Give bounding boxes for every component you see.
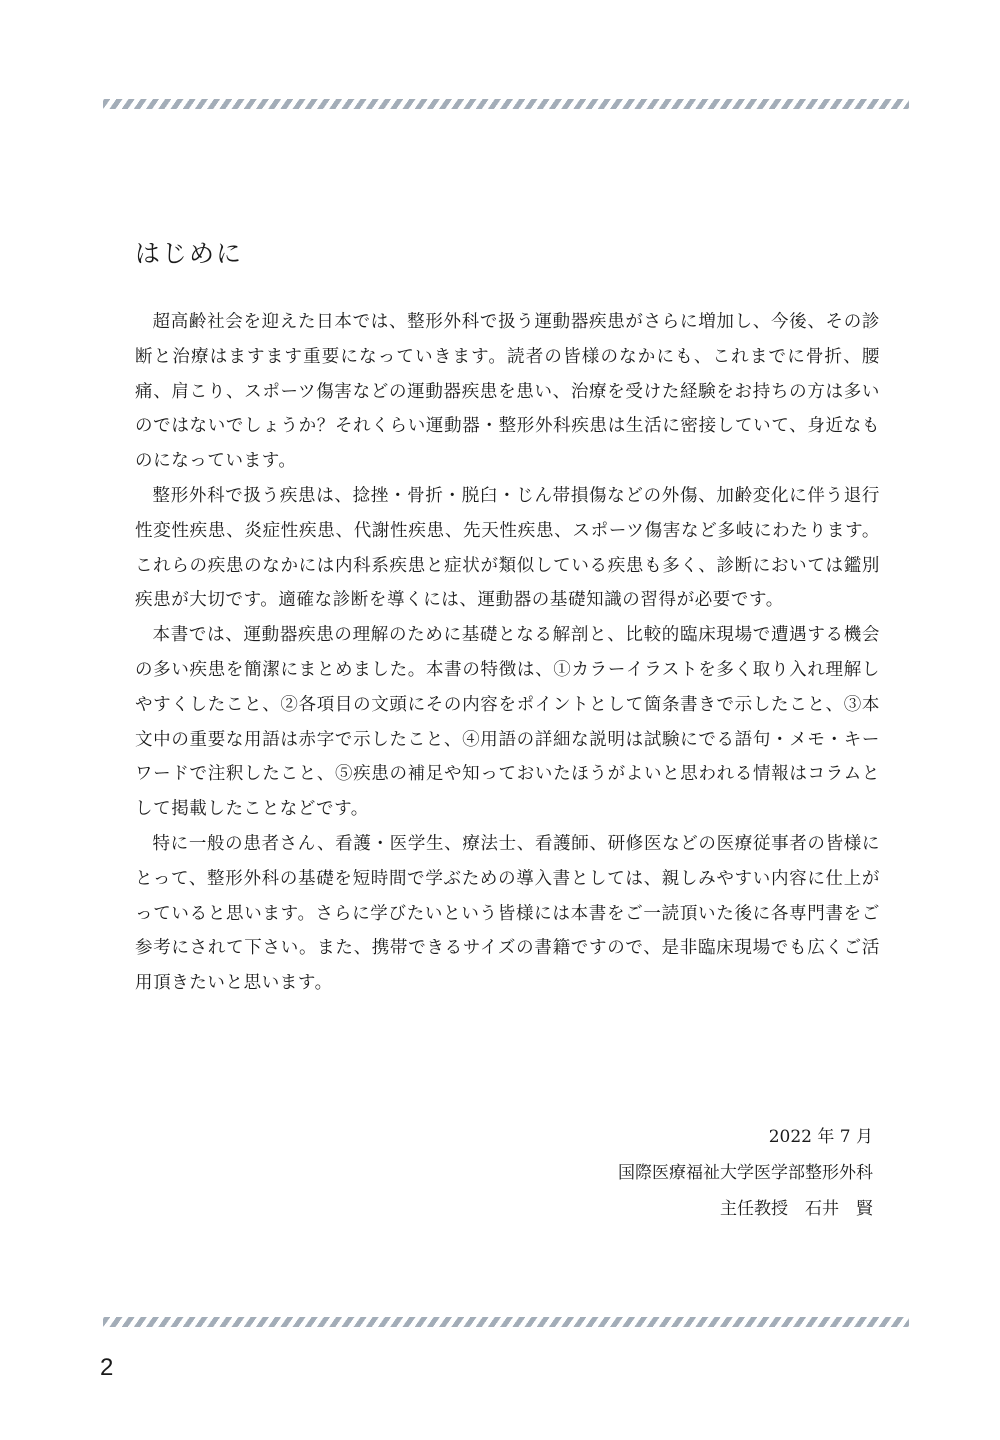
- paragraph: 整形外科で扱う疾患は、捻挫・骨折・脱臼・じん帯損傷などの外傷、加齢変化に伴う退行性変性疾患、炎症性疾患、代謝性疾患、先天性疾患、スポーツ傷害など多岐にわたります。これらの疾患のなかには内科系疾患と症状が類似している疾患も多く、診断においては鑑別疾患が大切です。適確な診断を導くには、運動器の基礎知識の習得が必要です。: [135, 485, 880, 611]
- page-number: 2: [100, 1354, 114, 1381]
- signature-block: [618, 1119, 873, 1227]
- bottom-decorative-rule: [103, 1317, 909, 1327]
- section-heading: はじめに: [135, 239, 244, 268]
- signature-author: 主任教授 石井 賢: [720, 1199, 873, 1219]
- signature-affiliation: 国際医療福祉大学医学部整形外科: [618, 1163, 873, 1183]
- paragraph: 特に一般の患者さん、看護・医学生、療法士、看護師、研修医などの医療従事者の皆様にとって、整形外科の基礎を短時間で学ぶための導入書としては、親しみやすい内容に仕上がっていると思います。さらに学びたいという皆様には本書をご一読頂いた後に各専門書をご参考にされて下さい。また、携帯できるサイズの書籍ですので、是非臨床現場でも広くご活用頂きたいと思います。: [135, 833, 880, 994]
- paragraph: 本書では、運動器疾患の理解のために基礎となる解剖と、比較的臨床現場で遭遇する機会の多い疾患を簡潔にまとめました。本書の特徴は、①カラーイラストを多く取り入れ理解しやすくしたこと、②各項目の文頭にその内容をポイントとして箇条書きで示したこと、③本文中の重要な用語は赤字で示したこと、④用語の詳細な説明は試験にでる語句・メモ・キーワードで注釈したこと、⑤疾患の補足や知っておいたほうがよいと思われる情報はコラムとして掲載したことなどです。: [135, 625, 880, 820]
- top-decorative-rule: [103, 99, 909, 109]
- body-text: [135, 305, 880, 1001]
- signature-date: 2022 年 7 月: [768, 1127, 873, 1147]
- paragraph: 超高齢社会を迎えた日本では、整形外科で扱う運動器疾患がさらに増加し、今後、その診断と治療はますます重要になっていきます。読者の皆様のなかにも、これまでに骨折、腰痛、肩こり、スポーツ傷害などの運動器疾患を患い、治療を受けた経験をお持ちの方は多いのではないでしょうか？それくらい運動器・整形外科疾患は生活に密接していて、身近なものになっています。: [135, 312, 880, 472]
